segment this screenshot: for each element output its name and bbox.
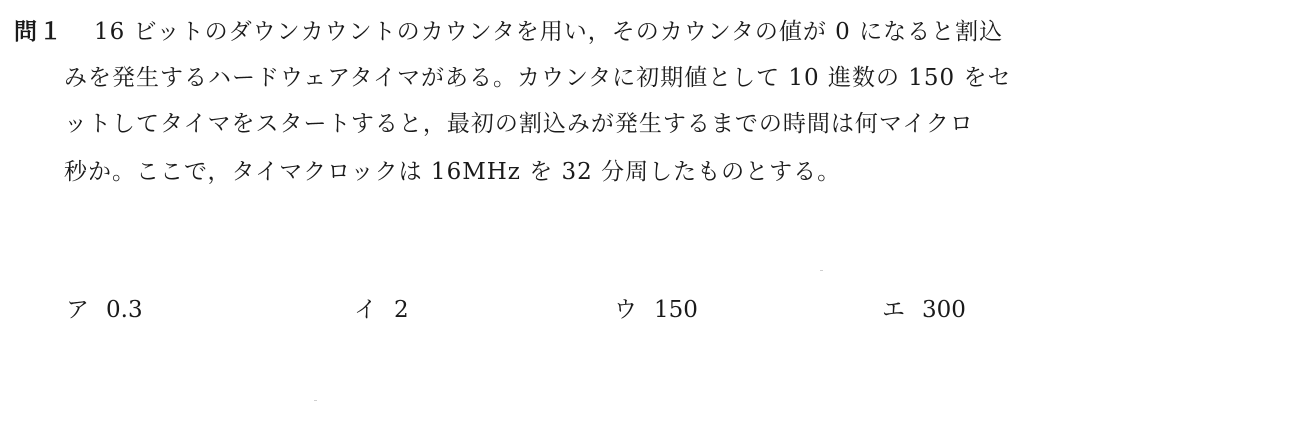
choice-a-mark: ア <box>66 297 89 323</box>
question-number: 問１ <box>14 19 64 45</box>
choice-a[interactable] <box>66 290 143 330</box>
choice-i[interactable] <box>354 290 409 330</box>
choice-a-value: 0.3 <box>106 297 143 323</box>
choice-u-mark: ウ <box>614 297 637 323</box>
choice-i-value: 2 <box>394 297 409 323</box>
choice-u[interactable] <box>614 290 698 330</box>
question-text-line-3: ットしてタイマをスタートすると，最初の割込みが発生するまでの時間は何マイクロ <box>64 111 974 137</box>
question-text-line-1: 16 ビットのダウンカウントのカウンタを用い，そのカウンタの値が 0 になると割込 <box>94 19 1004 45</box>
choice-e-mark: エ <box>882 297 905 323</box>
scan-speck <box>820 270 823 271</box>
choice-i-mark: イ <box>354 297 377 323</box>
choice-u-value: 150 <box>654 297 698 323</box>
question-text-line-2: みを発生するハードウェアタイマがある。カウンタに初期値として 10 進数の 150 をセ <box>64 65 1012 91</box>
scan-speck <box>314 400 317 401</box>
choice-e-value: 300 <box>922 297 966 323</box>
question-text-line-4: 秒か。ここで，タイマクロックは 16MHz を 32 分周したものとする。 <box>64 159 842 185</box>
choice-e[interactable] <box>882 290 966 330</box>
